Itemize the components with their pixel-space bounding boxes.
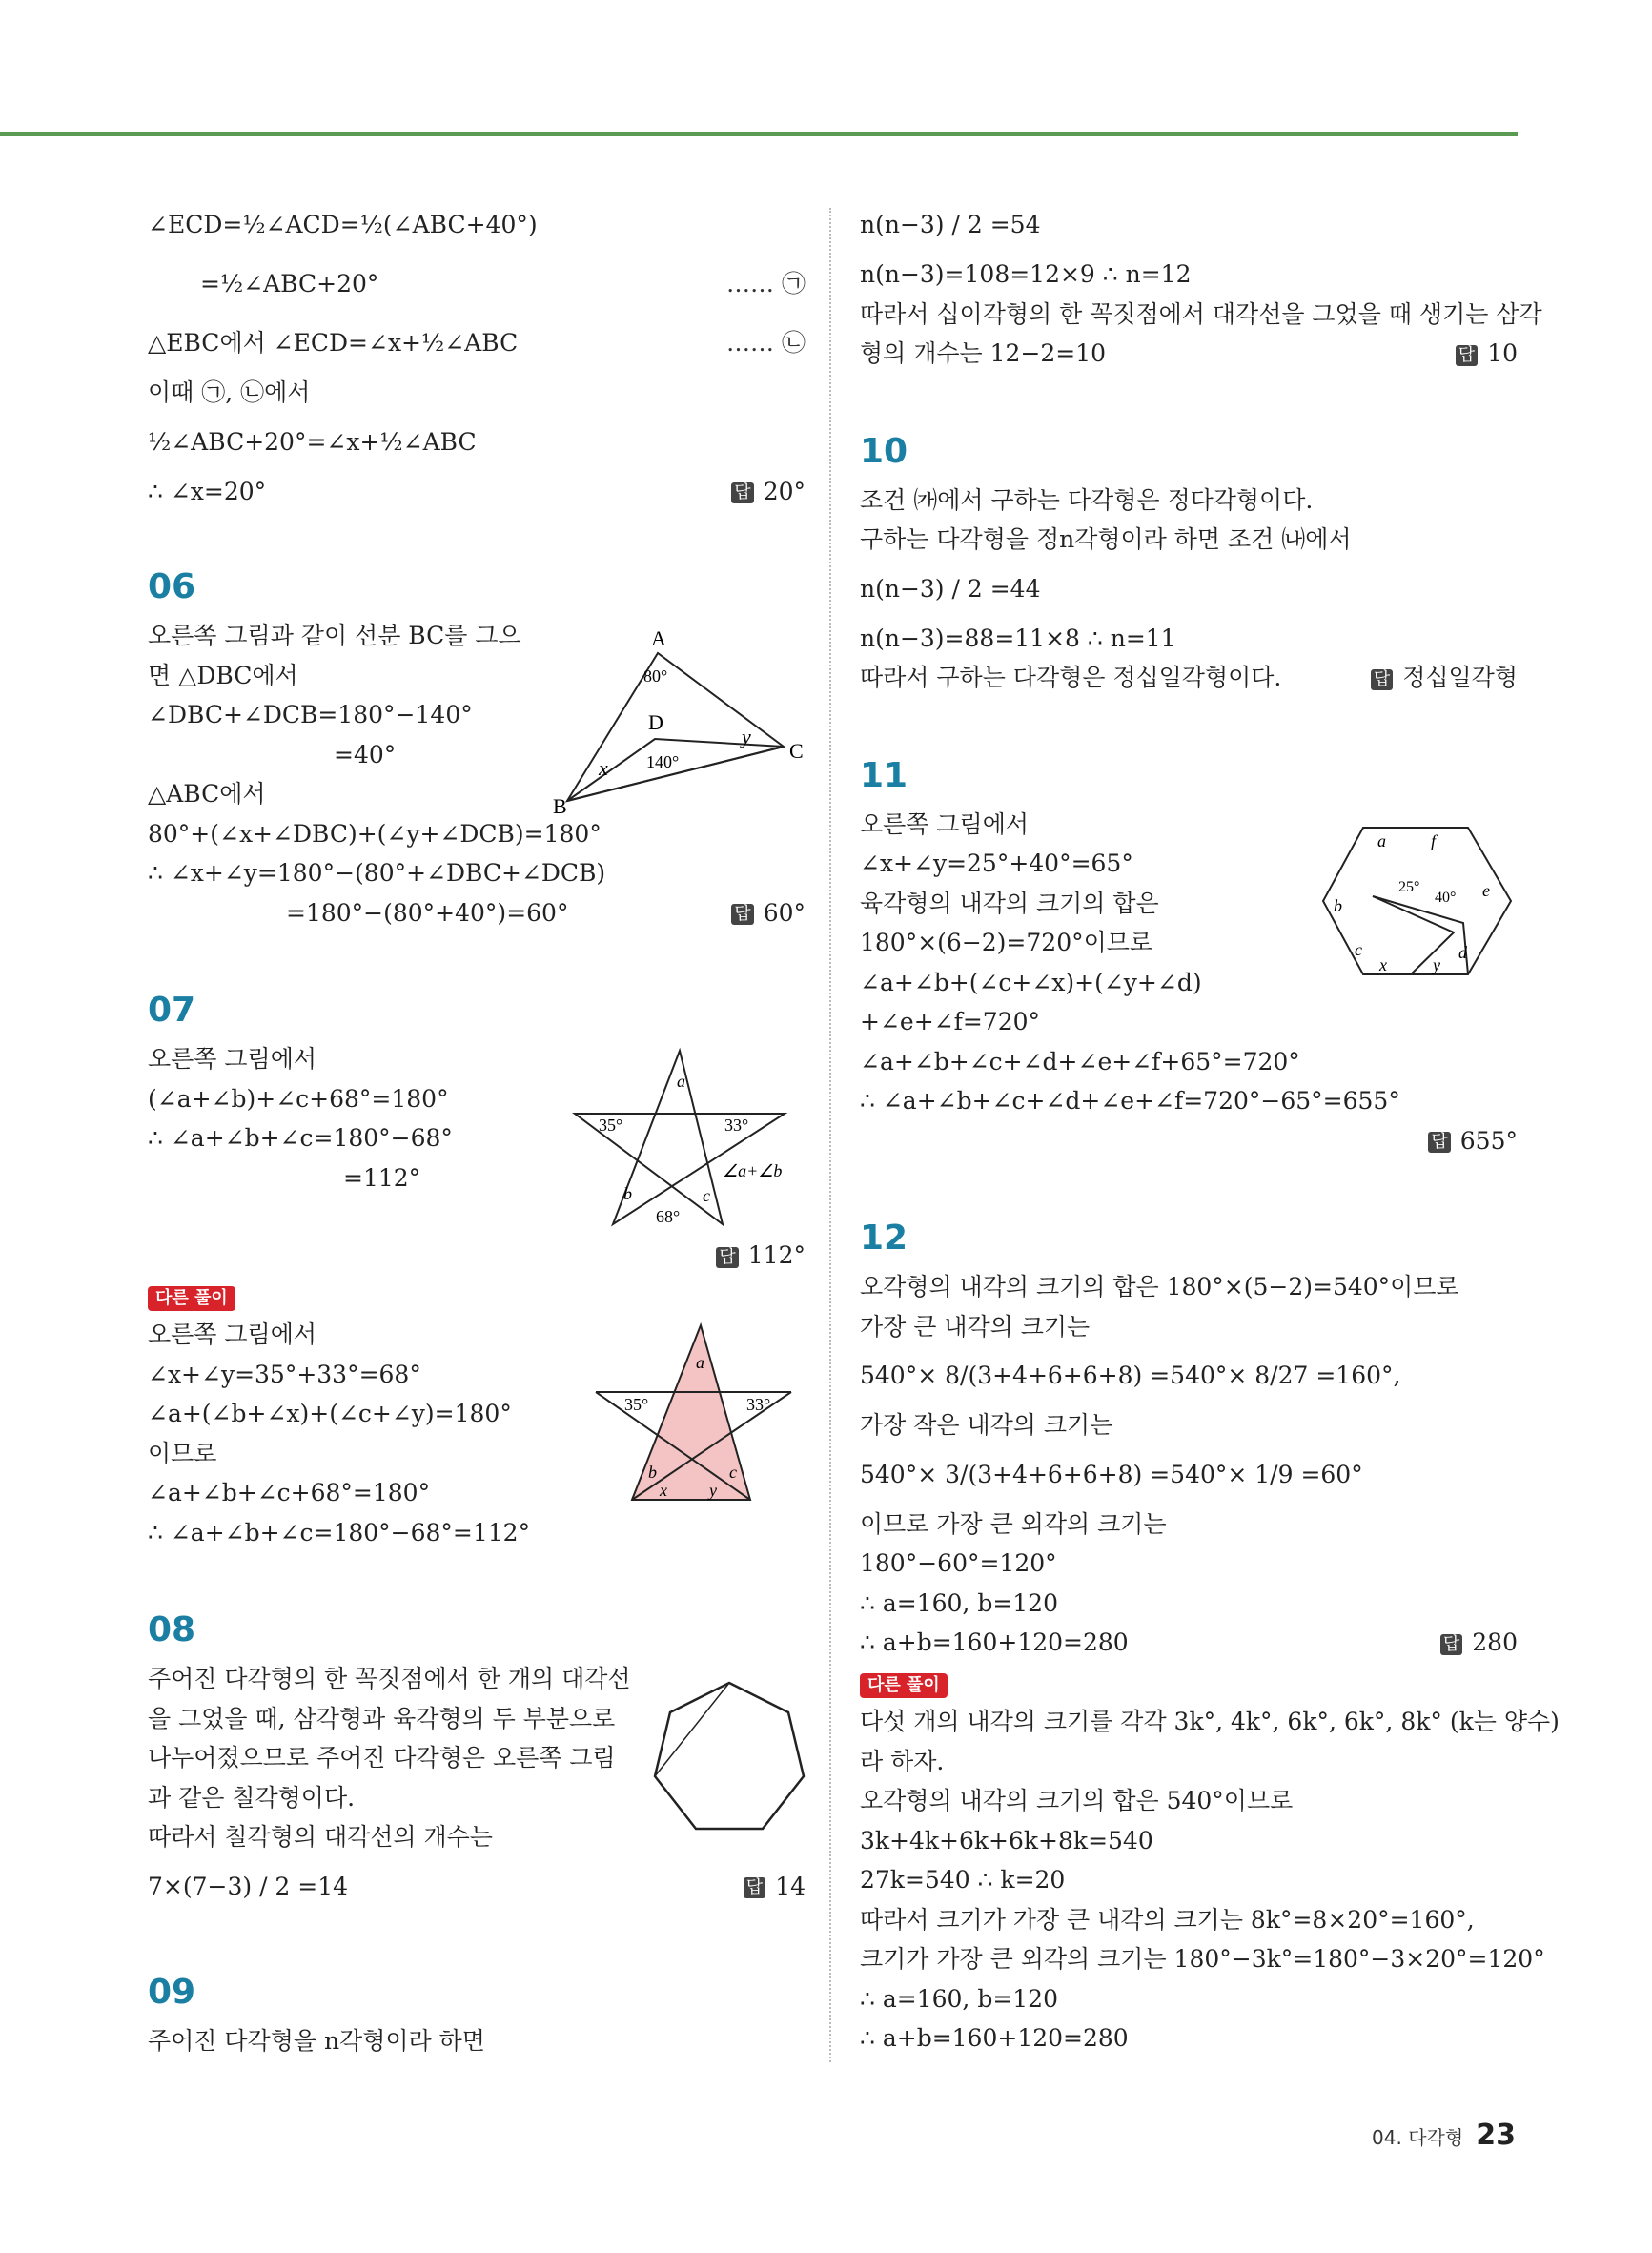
answer-badge: 답: [1428, 1132, 1450, 1153]
problem-number-08: 08: [148, 1610, 196, 1649]
text-line: 가장 큰 내각의 크기는: [860, 1312, 1091, 1341]
right-column: [860, 195, 1560, 2058]
figure-06-triangle: [553, 625, 810, 815]
label-angle-33: 33°: [724, 1116, 749, 1135]
answer-badge: 답: [731, 904, 753, 925]
text-line: (∠a+∠b)+∠c+68°=180°: [148, 1084, 449, 1113]
text-line: [148, 1236, 806, 1276]
text-line: n(n−3) / 2 =44: [860, 574, 1041, 603]
text-line: 육각형의 내각의 크기의 합은: [860, 889, 1159, 917]
problem-number-06: 06: [148, 567, 196, 606]
text-line: 구하는 다각형을 정n각형이라 하면 조건 ㈏에서: [860, 525, 1352, 553]
text-line: ∴ ∠a+∠b+∠c=180°−68°: [148, 1124, 453, 1152]
label-f: f: [1431, 831, 1437, 850]
answer-05: 답 20°: [731, 472, 806, 512]
mark-2: …… ㉡: [726, 329, 806, 357]
text-line: 라 하자.: [860, 1747, 945, 1775]
text-line: △EBC에서 ∠ECD=∠x+½∠ABC …… ㉡: [148, 314, 806, 373]
label-c: c: [1355, 940, 1362, 959]
label-x: x: [599, 756, 608, 780]
text-line: n(n−3) / 2 =54: [860, 211, 1041, 238]
text-line: ∴ a+b=160+120=280 답 280: [860, 1623, 1518, 1663]
figure-08-heptagon: [648, 1678, 810, 1840]
text-line: ∠a+∠b+(∠c+∠x)+(∠y+∠d): [860, 968, 1202, 996]
label-angle-35: 35°: [599, 1116, 623, 1135]
text-line: △ABC에서: [148, 780, 266, 808]
answer-badge: 답: [716, 1247, 738, 1268]
label-y: y: [742, 725, 751, 748]
text-line: 오각형의 내각의 크기의 합은 180°×(5−2)=540°이므로: [860, 1273, 1459, 1301]
text-line: 따라서 칠각형의 대각선의 개수는: [148, 1823, 493, 1851]
label-angle-33: 33°: [746, 1395, 771, 1414]
label-C: C: [789, 739, 804, 763]
figure-07-star: [570, 1047, 799, 1233]
label-angle-140: 140°: [646, 752, 680, 771]
text-line: 180°−60°=120°: [860, 1549, 1057, 1577]
text-line: 을 그었을 때, 삼각형과 육각형의 두 부분으로: [148, 1704, 616, 1732]
label-A: A: [651, 626, 666, 650]
text-line: 3k+4k+6k+6k+8k=540: [860, 1826, 1153, 1854]
text-line: 가장 작은 내각의 크기는: [860, 1411, 1113, 1439]
figure-11-hexagon: [1320, 820, 1516, 982]
label-a-plus-b: ∠a+∠b: [723, 1161, 783, 1180]
chapter-title: 04. 다각형: [1372, 2126, 1464, 2149]
label-a: a: [1377, 831, 1386, 850]
text-line: ∴ ∠a+∠b+∠c=180°−68°=112°: [148, 1518, 531, 1546]
text-line: 80°+(∠x+∠DBC)+(∠y+∠DCB)=180°: [148, 819, 602, 848]
label-e: e: [1482, 881, 1490, 900]
text-line: 크기가 가장 큰 외각의 크기는 180°−3k°=180°−3×20°=120°: [860, 1945, 1545, 1973]
text-line: =112°: [343, 1163, 421, 1192]
text-line: 따라서 크기가 가장 큰 내각의 크기는 8k°=8×20°=160°,: [860, 1905, 1475, 1934]
text-line: 과 같은 칠각형이다.: [148, 1783, 356, 1812]
label-y: y: [709, 1481, 717, 1500]
answer-09: 답 10: [1456, 334, 1518, 374]
text-line: 따라서 십이각형의 한 꼭짓점에서 대각선을 그었을 때 생기는 삼각: [860, 299, 1542, 328]
text-line: ∠DBC+∠DCB=180°−140°: [148, 701, 473, 728]
top-accent-bar: [0, 132, 1518, 136]
text-line: ∠x+∠y=25°+40°=65°: [860, 850, 1133, 877]
text-line: 면 △DBC에서: [148, 661, 298, 689]
label-angle-40: 40°: [1435, 890, 1457, 906]
text-line: ½∠ABC+20°=∠x+½∠ABC: [148, 427, 477, 456]
text-line: 180°×(6−2)=720°이므로: [860, 929, 1153, 956]
text-line: +∠e+∠f=720°: [860, 1008, 1041, 1035]
problem-number-07: 07: [148, 991, 196, 1030]
text-line: ∴ ∠x+∠y=180°−(80°+∠DBC+∠DCB): [148, 859, 606, 887]
answer-badge: 답: [744, 1877, 765, 1898]
text-line: 이므로: [148, 1439, 217, 1467]
label-b: b: [648, 1463, 657, 1482]
text-line: 오른쪽 그림에서: [148, 1045, 316, 1073]
answer-07: 답 112°: [716, 1236, 806, 1276]
text-line: ∠a+(∠b+∠x)+(∠c+∠y)=180°: [148, 1400, 512, 1427]
alt-solution-badge: 다른 풀이: [148, 1286, 235, 1311]
text-line: ∠ECD=½∠ACD=½(∠ABC+40°): [148, 211, 538, 238]
label-a: a: [696, 1353, 704, 1372]
text-line: ∠x+∠y=35°+33°=68°: [148, 1360, 421, 1388]
text-line: 오각형의 내각의 크기의 합은 540°이므로: [860, 1787, 1294, 1814]
text-line: ∠a+∠b+∠c+68°=180°: [148, 1479, 431, 1506]
answer-badge: 답: [731, 482, 753, 503]
text-line: 540°× 8/(3+4+6+6+8) =540°× 8/27 =160°,: [860, 1362, 1401, 1389]
text-line: =180°−(80°+40°)=60° 답 60°: [148, 893, 806, 933]
label-angle-68: 68°: [656, 1207, 681, 1226]
label-c: c: [729, 1463, 737, 1482]
label-b: b: [1334, 896, 1342, 915]
text-line: ∴ ∠x=20° 답 20°: [148, 472, 806, 512]
text-line: 오른쪽 그림에서: [148, 1321, 316, 1348]
label-angle-80: 80°: [643, 666, 668, 686]
text-line: 540°× 3/(3+4+6+6+8) =540°× 1/9 =60°: [860, 1460, 1363, 1488]
alt-solution-badge: 다른 풀이: [860, 1673, 948, 1698]
label-y: y: [1433, 955, 1440, 974]
text-line: 7×(7−3) / 2 =14 답 14: [148, 1857, 806, 1916]
label-D: D: [648, 710, 663, 734]
label-angle-35: 35°: [624, 1395, 649, 1414]
problem-number-11: 11: [860, 755, 908, 795]
problem-number-12: 12: [860, 1219, 908, 1258]
text-line: 이므로 가장 큰 외각의 크기는: [860, 1509, 1167, 1538]
answer-10: 답 정십일각형: [1371, 658, 1518, 698]
answer-badge: 답: [1371, 669, 1393, 690]
text-line: ∴ ∠a+∠b+∠c+∠d+∠e+∠f=720°−65°=655°: [860, 1087, 1400, 1115]
text-line: n(n−3)=88=11×8 ∴ n=11: [860, 624, 1176, 652]
text-line: ∴ a+b=160+120=280: [860, 2024, 1129, 2052]
answer-badge: 답: [1456, 345, 1478, 366]
page-footer: [1372, 2119, 1516, 2152]
answer-08: 답 14: [744, 1857, 806, 1916]
text-line: =½∠ABC+20° …… ㉠: [148, 255, 806, 314]
text-line: 이때 ㉠, ㉡에서: [148, 379, 311, 406]
text-line: =40°: [334, 740, 397, 768]
text-line: 27k=540 ∴ k=20: [860, 1866, 1066, 1894]
text-line: 형의 개수는 12−2=10 답 10: [860, 334, 1518, 374]
text-line: [860, 1121, 1518, 1161]
label-x: x: [1379, 955, 1387, 974]
text-line: 오른쪽 그림과 같이 선분 BC를 그으: [148, 622, 521, 649]
text-line: 주어진 다각형을 n각형이라 하면: [148, 2026, 485, 2055]
text-line: ∠a+∠b+∠c+∠d+∠e+∠f+65°=720°: [860, 1047, 1300, 1075]
text-line: 따라서 구하는 다각형은 정십일각형이다. 답 정십일각형: [860, 658, 1518, 698]
text-line: 나누어졌으므로 주어진 다각형은 오른쪽 그림: [148, 1744, 616, 1772]
text-line: ∴ a=160, b=120: [860, 1588, 1058, 1617]
column-divider: [829, 208, 831, 2062]
label-angle-25: 25°: [1398, 879, 1420, 895]
answer-06: 답 60°: [731, 893, 806, 933]
answer-11: 답 655°: [1428, 1121, 1518, 1161]
problem-number-09: 09: [148, 1972, 196, 2012]
text-line: 오른쪽 그림에서: [860, 809, 1029, 838]
text-line: ∴ a=160, b=120: [860, 1984, 1058, 2013]
page-number: 23: [1476, 2119, 1516, 2152]
label-a: a: [677, 1072, 685, 1091]
label-d: d: [1458, 943, 1467, 962]
text-line: 주어진 다각형의 한 꼭짓점에서 한 개의 대각선: [148, 1665, 631, 1692]
answer-12: 답 280: [1440, 1623, 1518, 1663]
label-x: x: [660, 1481, 667, 1500]
label-c: c: [703, 1186, 710, 1205]
text-line: 다섯 개의 내각의 크기를 각각 3k°, 4k°, 6k°, 6k°, 8k° (k는 양수): [860, 1708, 1560, 1735]
label-B: B: [553, 794, 567, 815]
problem-number-10: 10: [860, 431, 908, 471]
figure-07-alt-star: [591, 1321, 796, 1506]
label-b: b: [623, 1184, 632, 1203]
answer-badge: 답: [1440, 1634, 1462, 1655]
text-line: n(n−3)=108=12×9 ∴ n=12: [860, 260, 1192, 288]
text-line: 조건 ㈎에서 구하는 다각형은 정다각형이다.: [860, 485, 1314, 514]
mark-1: …… ㉠: [726, 270, 806, 297]
